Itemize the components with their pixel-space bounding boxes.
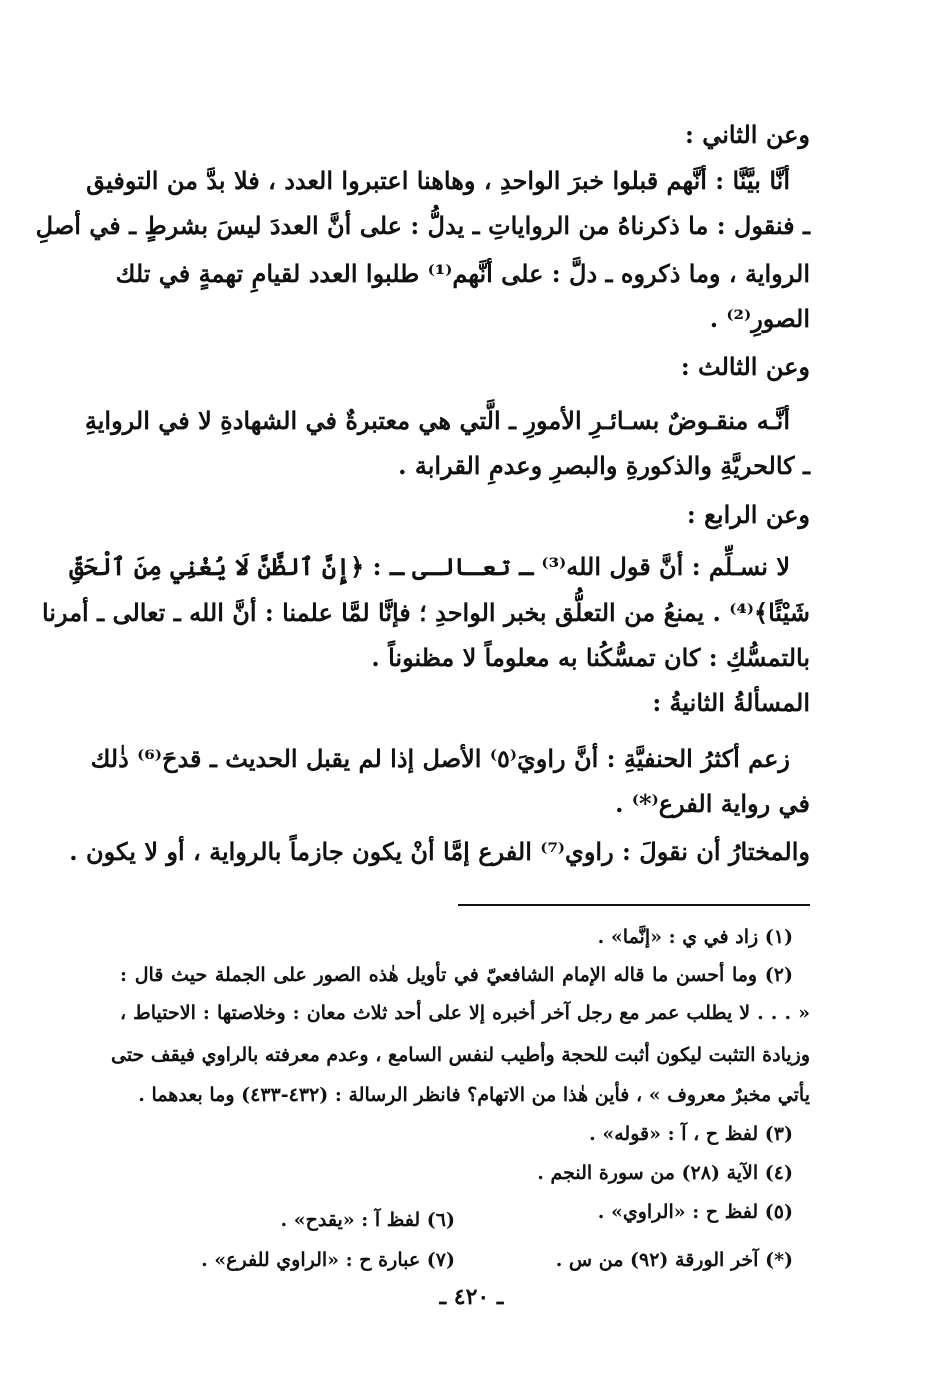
section-heading-issue-two: المسألةُ الثانيةُ : — [652, 688, 810, 717]
text-line: والمختارُ أن نقولَ : راوي⁽⁷⁾ الفرع إمَّا أنْ يكون جازماً بالرواية ، أو لا يكون . — [69, 837, 810, 866]
footnote-2-line: وزيادة التثبت ليكون أثبت للحجة وأطيب لنفس السامع ، وعدم معرفته بالراوي فيقف حتى — [110, 1044, 810, 1066]
footnote-separator — [458, 904, 810, 906]
text-line: الصورِ⁽²⁾ . — [709, 304, 810, 333]
text-line: بالتمسُّكِ : كان تمسُّكُنا به معلوماً لا مظنوناً . — [371, 643, 810, 672]
footnote-3: (٣) لفظ ح ، آ : «قوله» . — [589, 1123, 793, 1145]
footnote-2-line: يأتي مخبرٌ معروف » ، فأين هٰذا من الاتهام؟ فانظر الرسالة : (٤٣٢-٤٣٣) وما بعدهما . — [138, 1084, 810, 1106]
footnote-2-line: « . . . لا يطلب عمر مع رجل آخر أخبره إلا على أحد ثلاث معان : وخلاصتها : الاحتياط ، — [120, 1002, 810, 1024]
footnote-7: (٧) عبارة ح : «الراوي للفرع» . — [201, 1249, 455, 1271]
section-heading-third: وعن الثالث : — [680, 352, 810, 381]
text-line: لا نسـلِّم : أنَّ قول الله⁽³⁾ ـ تعـالـى ـ : ﴿إِنَّ ٱلظَّنَّ لَا يُغْنِي مِنَ ٱلْحَقِّ — [69, 552, 790, 581]
section-heading-second: وعن الثاني : — [685, 120, 810, 149]
text-line: ـ فنقول : ما ذكرناهُ من الرواياتِ ـ يدلُّ : على أنَّ العددَ ليسَ بشرطٍ ـ في أصلِ — [35, 211, 810, 240]
text-line: في رواية الفرع⁽*⁾ . — [615, 789, 810, 818]
text-line: شَيْئًا﴾⁽⁴⁾ . يمنعُ من التعلُّق بخبر الواحدِ ؛ فإنَّا لمَّا علمنا : أنَّ الله ـ تعالى ـ أمرنا — [41, 598, 810, 627]
footnote-6: (٦) لفظ آ : «يقدح» . — [280, 1209, 455, 1231]
section-heading-fourth: وعن الرابع : — [686, 500, 810, 529]
text-line: الرواية ، وما ذكروه ـ دلَّ : على أنَّهم⁽¹⁾ طلبوا العدد لقيامِ تهمةٍ في تلك — [115, 259, 810, 288]
text-line: أنَّـه منقـوضٌ بسـائـرِ الأمورِ ـ الَّتي هي معتبرةٌ في الشهادةِ لا في الروايةِ — [84, 406, 790, 435]
text-line: زعم أكثرُ الحنفيَّةِ : أنَّ راويَ⁽٥⁾ الأصل إذا لم يقبل الحديث ـ قدحَ⁽⁶⁾ ذٰلك — [90, 744, 790, 773]
footnote-2: (٢) وما أحسن ما قاله الإمام الشافعيّ في تأويل هٰذه الصور على الجملة حيث قال : — [120, 964, 793, 986]
page-number: ـ ٤٢٠ ـ — [439, 1284, 504, 1310]
text-line: ـ كالحريَّةِ والذكورةِ والبصرِ وعدمِ القرابة . — [398, 451, 810, 480]
footnote-1: (١) زاد في ي : «إنَّما» . — [597, 926, 793, 948]
footnote-5: (٥) لفظ ح : «الراوي» . — [597, 1201, 793, 1223]
footnote-star: (*) آخر الورقة (٩٢) من س . — [555, 1249, 793, 1271]
text-line: أنَّا بيَّنَّا : أنَّهم قبلوا خبرَ الواحدِ ، وهاهنا اعتبروا العدد ، فلا بدَّ من التوفيق — [86, 166, 790, 195]
footnote-4: (٤) الآية (٢٨) من سورة النجم . — [537, 1162, 793, 1184]
